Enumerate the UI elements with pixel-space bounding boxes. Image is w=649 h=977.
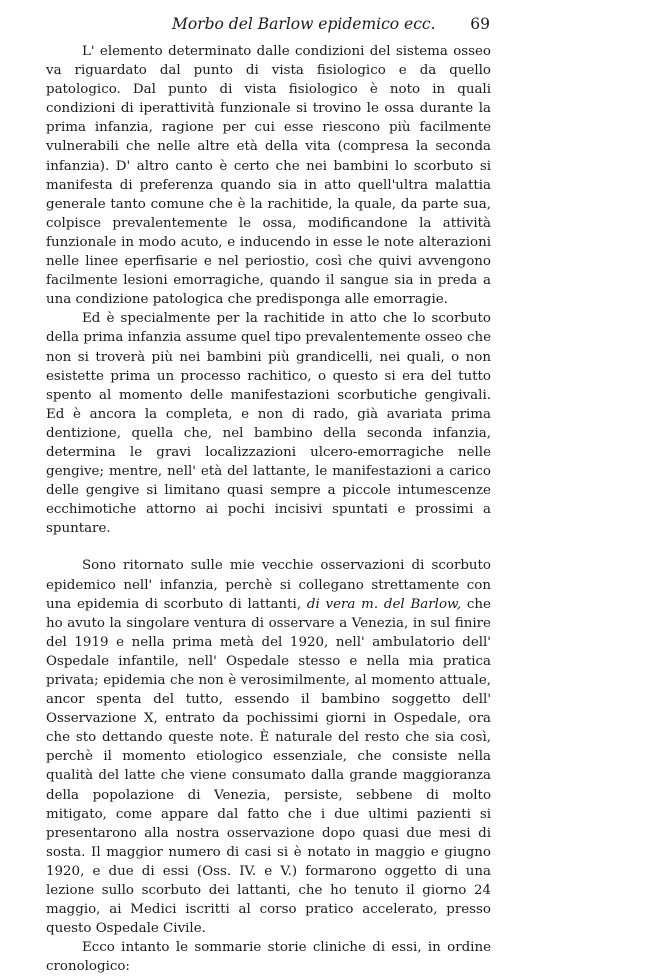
paragraph-2: Ed è specialmente per la rachitide in atto che lo scorbuto della prima infanzia assume quel tipo prevalentemente osseo che non si troverà più nei bambini più grandicelli, nei quali, o non esistette prima un processo rachitico, o questo si era del tutto spento al momento delle manifestazioni scorbutiche gengivali. Ed è ancora la completa, e non di rado, già avariata prima dentizione, quella che, nel bambino della seconda infanzia, determina le gravi localizzazioni ulcero-emorragiche nelle gengive; mentre, nell' età del lattante, le manifestazioni a carico delle gengive si limitano quasi sempre a piccole intumescenze ecchimotiche attorno ai pochi incisivi spuntati e prossimi a spuntare. — [46, 311, 491, 537]
paragraph-4: Ecco intanto le sommarie storie cliniche di essi, in ordine cronologico: — [46, 940, 491, 975]
page-number: 69 — [470, 15, 490, 33]
paragraph-3 — [46, 556, 491, 938]
paragraph-1: L' elemento determinato dalle condizioni del sistema osseo va riguardato dal punto di vista fisiologico e da quello patologico. Dal punto di vista fisiologico è noto in quali condizioni di iperattività funzionale si trovino le ossa durante la prima infanzia, ragione per cui esse riescono più facilmente vulnerabili che nelle altre età della vita (compresa la seconda infanzia). D' altro canto è certo che nei bambini lo scorbuto si manifesta di preferenza quando sia in atto quell'ultra malattia generale tanto comune che è la rachitide, la quale, da parte sua, colpisce prevalentemente le ossa, modificandone la attività funzionale in modo acuto, e inducendo in esse le note alterazioni nelle linee eperfisarie e nel periostio, così che quivi avvengono facilmente lesioni emorragiche, quando il sangue sia in preda a una condizione patologica che predisponga alle emorragie. — [46, 44, 491, 308]
body-text — [46, 42, 491, 977]
section-gap — [46, 538, 491, 556]
paragraph-3-text-a: Sono ritornato sulle mie vecchie osservazioni di scorbuto epidemico nell' infanzia, perchè si collegano strettamente con una epidemia di scorbuto di lattanti, — [46, 558, 491, 612]
paragraph-3-italic: di vera m. del Barlow, — [306, 596, 462, 612]
running-title: Morbo del Barlow epidemico ecc. — [172, 15, 436, 33]
paragraph-3-text-b: che ho avuto la singolare ventura di osservare a Venezia, in sul finire del 1919 e nella prima metà del 1920, nell' ambulatorio dell' Ospedale infantile, nell' Ospedale stesso e nella mia pratica privata; epidemia che non è verosimilmente, al momento attuale, ancor spenta del tutto, essendo il bambino soggetto dell' Osservazione X, entrato da pochissimi giorni in Ospedale, ora che sto dettando queste note. È naturale del resto che sia così, perchè il momento etiologico essenziale, che consiste nella qualità del latte che viene consumato dalla grande maggioranza della popolazione di Venezia, persiste, sebbene di molto mitigato, come appare dal fatto che i due ultimi pazienti si presentarono alla nostra osservazione dopo quasi due mesi di sosta. Il maggior numero di casi si è notato in maggio e giugno 1920, e due di essi (Oss. IV. e V.) formarono oggetto di una lezione sullo scorbuto dei lattanti, che ho tenuto il giorno 24 maggio, ai Medici iscritti al corso pratico accelerato, presso questo Ospedale Civile. — [46, 596, 491, 937]
